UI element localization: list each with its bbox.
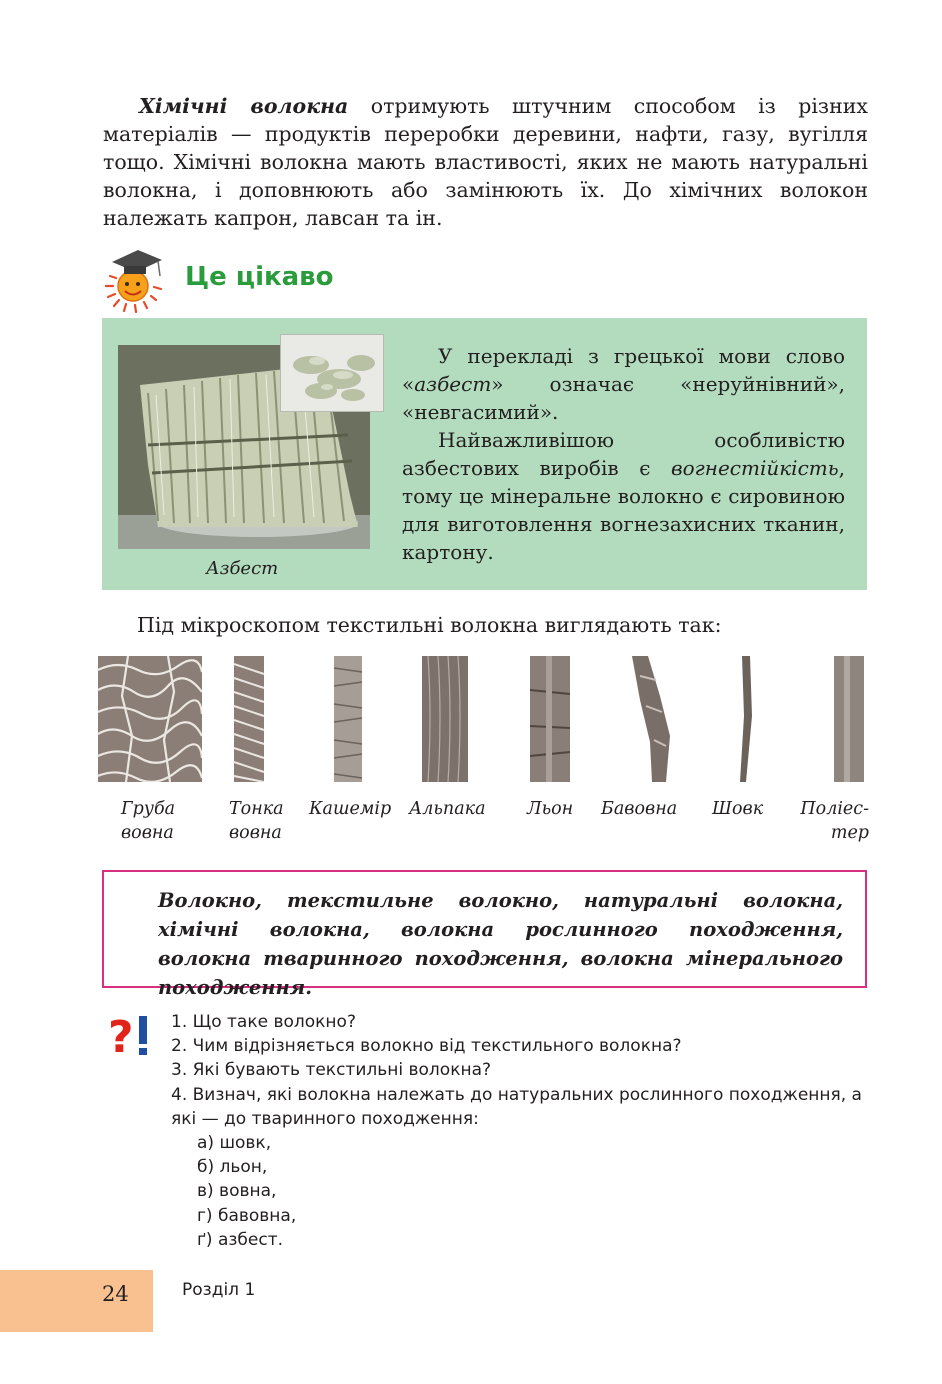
- fiber-label-line: Альпака: [409, 799, 486, 819]
- alpaca-fiber-image: [418, 656, 472, 782]
- fiber-label-linen: [527, 797, 573, 821]
- section-name: Розділ 1: [182, 1280, 256, 1300]
- question-option: а) шовк,: [197, 1133, 272, 1154]
- asbestos-info-box: [102, 318, 867, 590]
- interesting-title: Це цікаво: [185, 262, 334, 292]
- interesting-heading: [100, 242, 500, 314]
- question-1: 1. Що таке волокно?: [171, 1012, 356, 1032]
- fiber-label-line: вовна: [121, 823, 174, 843]
- fiber-label-line: вовна: [229, 823, 282, 843]
- question-option: в) вовна,: [197, 1181, 277, 1202]
- keywords-box: [102, 870, 867, 999]
- coarse-wool-fiber-image: [98, 656, 202, 782]
- fiber-label-cashmere: [309, 797, 391, 821]
- asbestos-p2-start: Найважливішою особливістю азбестових виробів є: [402, 428, 845, 480]
- fiber-label-fine-wool: [229, 797, 284, 845]
- fiber-label-line: Кашемір: [309, 799, 392, 819]
- asbestos-term: азбест: [414, 372, 492, 396]
- fiber-micrographs: [98, 656, 870, 786]
- fire-resistance-term: вогнестійкість: [671, 456, 839, 480]
- silk-fiber-image: [732, 656, 758, 782]
- fiber-label-cotton: [601, 797, 677, 821]
- fiber-label-line: Груба: [121, 799, 176, 819]
- page-number-tab: [0, 1270, 153, 1332]
- question-3: 3. Які бувають текстильні волокна?: [171, 1060, 492, 1081]
- fine-wool-fiber-image: [230, 656, 268, 782]
- svg-text:?: ?: [108, 1012, 134, 1058]
- intro-term: Хімічні волокна: [139, 94, 349, 118]
- asbestos-paragraph-2: [402, 426, 845, 566]
- keywords-text: Волокно, текстильне волокно, натуральні волокна, хімічні волокна, волокна рослинного походження, волокна тваринного походження, волокна мінерального походження.: [158, 889, 843, 999]
- cashmere-fiber-image: [330, 656, 366, 782]
- fiber-label-line: Поліес-: [800, 799, 869, 819]
- asbestos-text: [402, 342, 845, 566]
- question-option: ґ) азбест.: [197, 1229, 284, 1250]
- asbestos-p1-end: » означає «неруйнівний», «невгасимий».: [402, 372, 845, 424]
- question-exclamation-icon: [108, 1012, 156, 1058]
- fiber-label-coarse-wool: [121, 797, 175, 845]
- asbestos-p1-start: У перекладі з грецької мови слово «: [402, 344, 845, 396]
- fiber-label-line: Тонка: [229, 799, 284, 819]
- fiber-label-line: Шовк: [712, 799, 764, 819]
- asbestos-flakes-drawing: [281, 335, 384, 412]
- page-number: 24: [102, 1282, 129, 1306]
- polyester-fiber-image: [830, 656, 868, 782]
- intro-paragraph: [103, 92, 868, 232]
- fiber-label-alpaca: [409, 797, 486, 821]
- fiber-label-silk: [712, 797, 763, 821]
- asbestos-flakes-photo: [280, 334, 384, 412]
- asbestos-paragraph-1: [402, 342, 845, 426]
- question-2: 2. Чим відрізняється волокно від текстильного волокна?: [171, 1036, 682, 1057]
- review-questions: [171, 1010, 871, 1252]
- fiber-label-line: Бавовна: [601, 799, 678, 819]
- question-option: б) льон,: [197, 1157, 268, 1178]
- fiber-label-line: Льон: [527, 799, 574, 819]
- graduate-sun-icon: [100, 242, 170, 314]
- fiber-label-line: тер: [830, 823, 869, 843]
- cotton-fiber-image: [626, 656, 678, 782]
- asbestos-caption: Азбест: [206, 558, 279, 579]
- asbestos-p2-end: , тому це мінеральне волокно є сировиною для виготовлення вогнезахисних тканин, картону.: [402, 456, 845, 564]
- microscope-intro: Під мікроскопом текстильні волокна виглядають так:: [137, 613, 722, 637]
- intro-text: отримують штучним способом із різних матеріалів — продуктів переробки деревини, нафти, газу, вугілля тощо. Хімічні волокна мають властивості, яких не мають натуральні волокна, і доповнюють або замінюють їх. До хімічних волокон належать капрон, лавсан та ін.: [103, 94, 868, 230]
- linen-fiber-image: [526, 656, 574, 782]
- question-option: г) бавовна,: [197, 1205, 297, 1226]
- fiber-label-polyester: [797, 797, 869, 845]
- question-4: 4. Визнач, які волокна належать до натуральних рослинного походження, а які — до тваринного походження:: [171, 1084, 862, 1129]
